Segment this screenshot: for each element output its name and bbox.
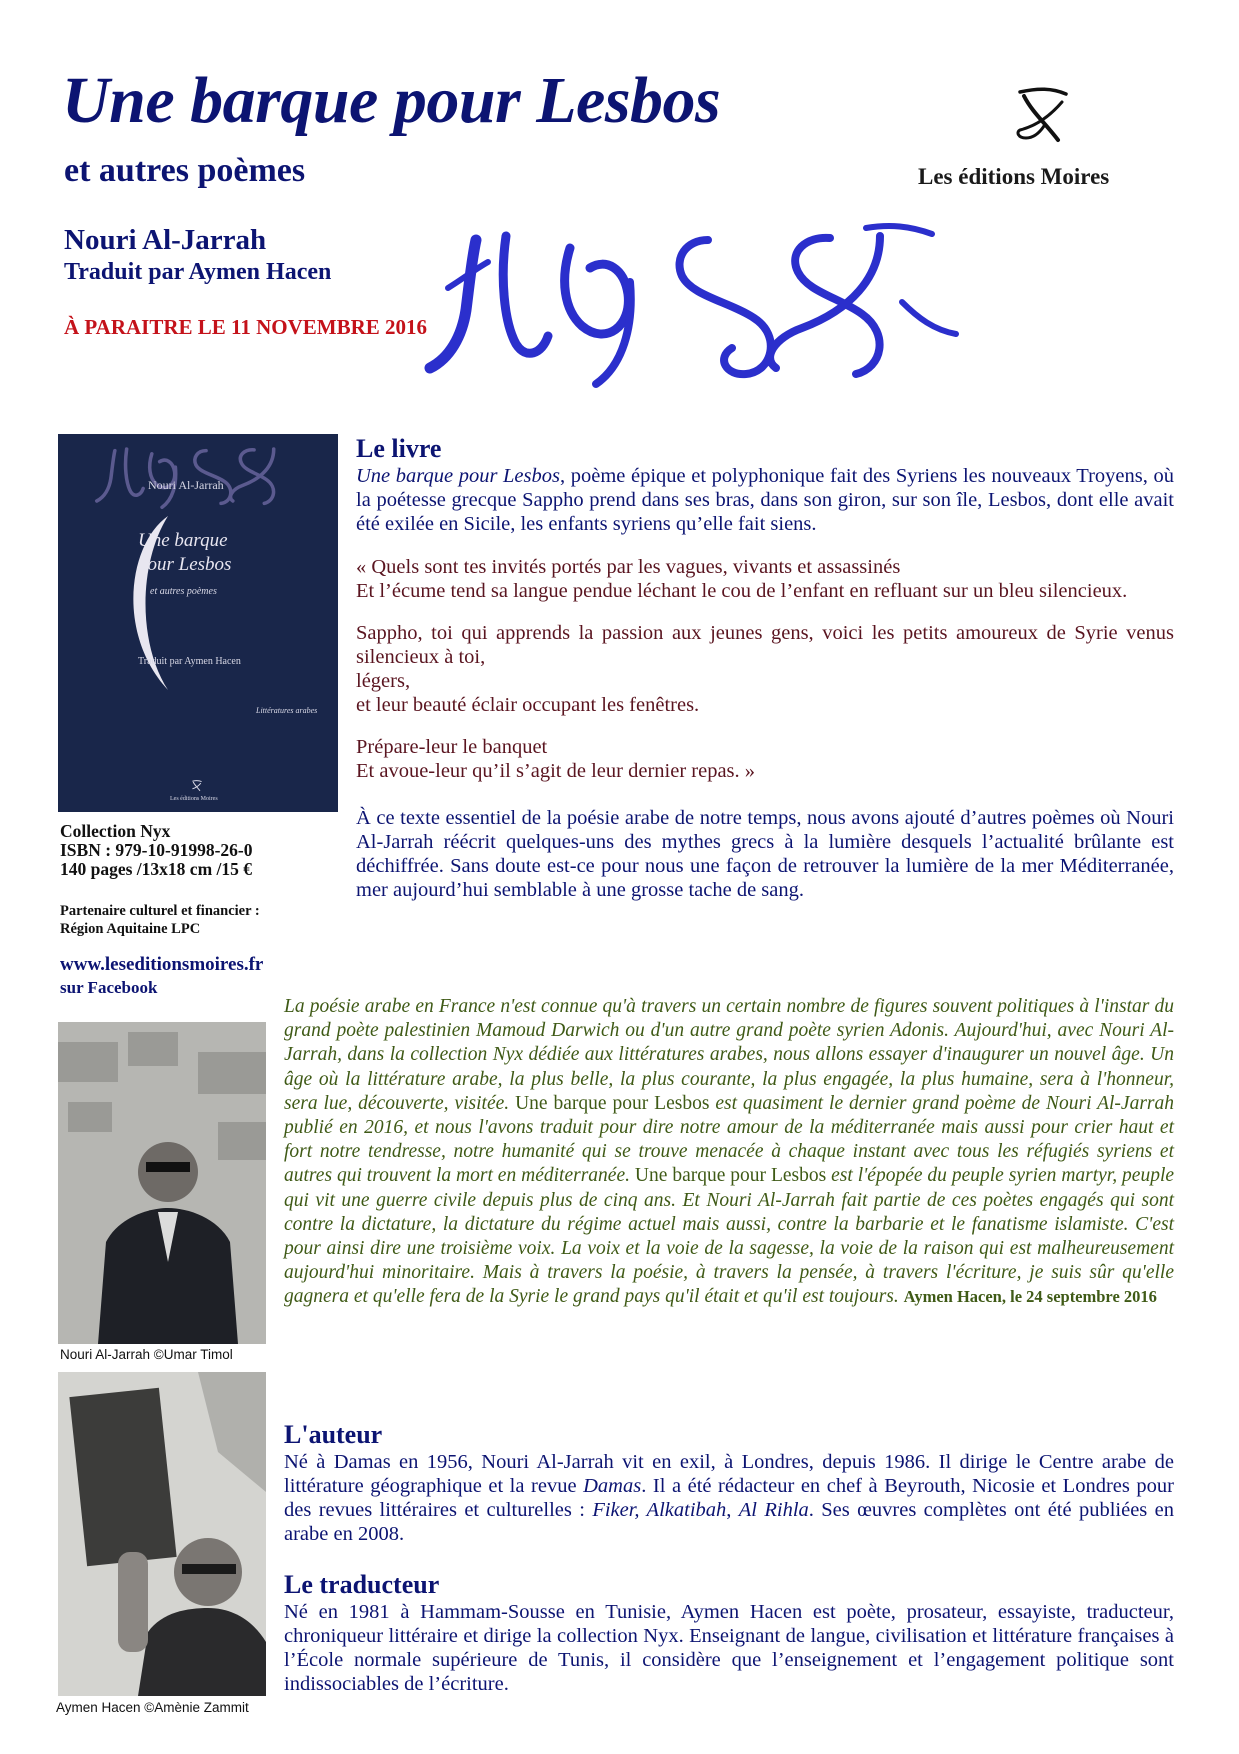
publisher-name: Les éditions Moires [918, 164, 1110, 189]
book-title-ref: Une barque pour Lesbos [356, 465, 560, 487]
facebook-link[interactable]: sur Facebook [60, 978, 158, 997]
quote-line: Et l’écume tend sa langue pendue léchant le cou de l’enfant en refluant sur un bleu silencieux. [356, 580, 1128, 602]
quote-line: Sappho, toi qui apprends la passion aux jeunes gens, voici les petits amoureux de Syrie venus silencieux à toi, [356, 622, 1174, 668]
bio-text: Né à Damas en 1956, Nouri Al-Jarrah vit en exil, à Londres, depuis 1986. Il dirige le Centre arabe de littérature géographique et la revue [284, 1451, 1174, 1497]
quote-line: « Quels sont tes invités portés par les vagues, vivants et assassinés [356, 556, 901, 578]
collection-label: Collection Nyx [60, 821, 171, 841]
quote-line: Et avoue-leur qu’il s’agit de leur dernier repas. » [356, 760, 756, 782]
moires-symbol-icon [1010, 86, 1076, 146]
bio-text: , [726, 1499, 739, 1521]
livre-outro: À ce texte essentiel de la poésie arabe de notre temps, nous avons ajouté d’autres poèmes où Nouri Al-Jarrah réécrit quelques-uns des mythes grecs à la lumière desquels l’actualité brûlante est déchiffrée. Sans doute est-ce pour nous une façon de retrouver la lumière de la mer Méditerranée, mer aujourd’hui semblable à une grosse tache de sang. [356, 807, 1174, 901]
quote-line: et leur beauté éclair occupant les fenêtres. [356, 694, 700, 716]
cover-subtitle: et autres poèmes [150, 586, 217, 597]
author-photo [58, 1022, 266, 1344]
release-date: À PARAITRE LE 11 NOVEMBRE 2016 [64, 315, 428, 339]
review-title: Al Rihla [738, 1499, 809, 1521]
nyx-calligraphy-icon [410, 218, 970, 396]
auteur-bio [284, 1450, 1174, 1546]
partner-name: Région Aquitaine LPC [60, 921, 201, 937]
essay-signature: Aymen Hacen, le 24 septembre 2016 [903, 1287, 1157, 1307]
translator-essay [284, 995, 1174, 1310]
book-cover [58, 434, 338, 812]
livre-intro [356, 464, 1174, 536]
cover-publisher: Les éditions Moires [170, 796, 218, 802]
person-holding-book-icon [58, 1372, 266, 1696]
quote-line: Prépare-leur le banquet [356, 736, 548, 758]
cover-title-line2: pour Lesbos [138, 554, 232, 575]
essay-text: est l'épopée du peuple syrien martyr, peuple qui vit une guerre civile depuis plus de cinq ans. Et Nouri Al-Jarrah fait partie de ces poètes engagés qui sont contre la dictature, la dictature du régime actuel mais aussi, contre la barbarie et le fanatisme islamiste. C'est pour ainsi dire une troisième voix. La voix et la voie de la sagesse, la voie de la raison qui est malheureusement aujourd'hui minoritaire. Mais à travers la poésie, à travers la pensée, à travers l'écriture, je suis sûr qu'elle gagnera et qu'elle fera de la Syrie le grand pays qu'il était et qu'il est toujours. [284, 1165, 1175, 1308]
isbn: ISBN : 979-10-91998-26-0 [60, 840, 253, 860]
cover-series: Littératures arabes [256, 706, 318, 715]
partner-block [60, 902, 260, 938]
quote-line: légers, [356, 670, 411, 692]
page-subtitle: et autres poèmes [64, 152, 306, 189]
person-silhouette-icon [58, 1022, 266, 1344]
website-link[interactable]: www.leseditionsmoires.fr [60, 954, 264, 975]
review-title: Damas [583, 1475, 642, 1497]
essay-text: La poésie arabe en France n'est connue qu'à travers un certain nombre de figures souvent politiques à l'instar du grand poète palestinien Mamoud Darwich ou d'un autre grand poète syrien Adonis. Aujourd'hui, avec Nouri Al-Jarrah, dans la collection Nyx dédiée aux littératures arabes, nous allons essayer d'inaugurer un nouvel âge. Un âge où la littérature arabe, la plus belle, la plus courante, la plus engagée, la plus humaine, sera à l'honneur, sera lue, découverte, visitée. [284, 996, 1174, 1114]
cover-title-line1: Une barque [138, 530, 228, 551]
book-title-ref: Une barque pour Lesbos [634, 1165, 827, 1187]
book-format: 140 pages /13x18 cm /15 € [60, 859, 253, 879]
essay-text: est quasiment le dernier grand poème de Nouri Al-Jarrah publié en 2016, et nous l'avons traduit pour dire notre amour de la méditerranée mais aussi pour crier haut et fort notre tendresse, notre humanité qui se trouve menacée à chaque instant avec tous les réfugiés syriens et autres qui trouvent la mort en méditerranée. [284, 1092, 1175, 1187]
author-photo-caption: Nouri Al-Jarrah ©Umar Timol [60, 1347, 233, 1362]
poem-quote [356, 555, 1174, 783]
translator-photo [58, 1372, 266, 1696]
review-title: Fiker, Alkatibah [592, 1499, 727, 1521]
nyx-calligraphy-icon [64, 442, 334, 512]
bio-text: . Ses œuvres complètes ont été publiées en arabe en 2008. [284, 1499, 1174, 1545]
cover-translator: Traduit par Aymen Hacen [138, 656, 241, 667]
page-title: Une barque pour Lesbos [62, 64, 721, 137]
section-heading-traducteur: Le traducteur [284, 1570, 440, 1599]
traducteur-bio: Né en 1981 à Hammam-Sousse en Tunisie, Aymen Hacen est poète, prosateur, essayiste, traducteur, chroniqueur littéraire et dirige la collection Nyx. Enseignant de langue, civilisation et littérature françaises à l’École normale supérieure de Tunis, il considère que l’enseignement et l’engagement politique sont indissociables de l’écriture. [284, 1601, 1174, 1695]
cover-author: Nouri Al-Jarrah [148, 478, 224, 492]
section-heading-auteur: L'auteur [284, 1420, 383, 1449]
translator-photo-caption: Aymen Hacen ©Amènie Zammit [56, 1700, 249, 1715]
author-name: Nouri Al-Jarrah [64, 224, 267, 256]
section-heading-livre: Le livre [356, 434, 442, 463]
partner-label: Partenaire culturel et financier : [60, 903, 260, 919]
bio-text: . Il a été rédacteur en chef à Beyrouth, Nicosie et Londres pour des revues littéraires et culturelles : [284, 1475, 1174, 1521]
livre-intro-text: , poème épique et polyphonique fait des Syriens les nouveaux Troyens, où la poétesse grecque Sappho prend dans ses bras, dans son giron, sur son île, Lesbos, dont elle avait été exilée en Sicile, les enfants syriens qu’elle fait siens. [356, 465, 1174, 535]
book-title-ref: Une barque pour Lesbos [515, 1092, 710, 1114]
translator-line: Traduit par Aymen Hacen [64, 259, 332, 285]
moires-symbol-icon [190, 780, 204, 792]
